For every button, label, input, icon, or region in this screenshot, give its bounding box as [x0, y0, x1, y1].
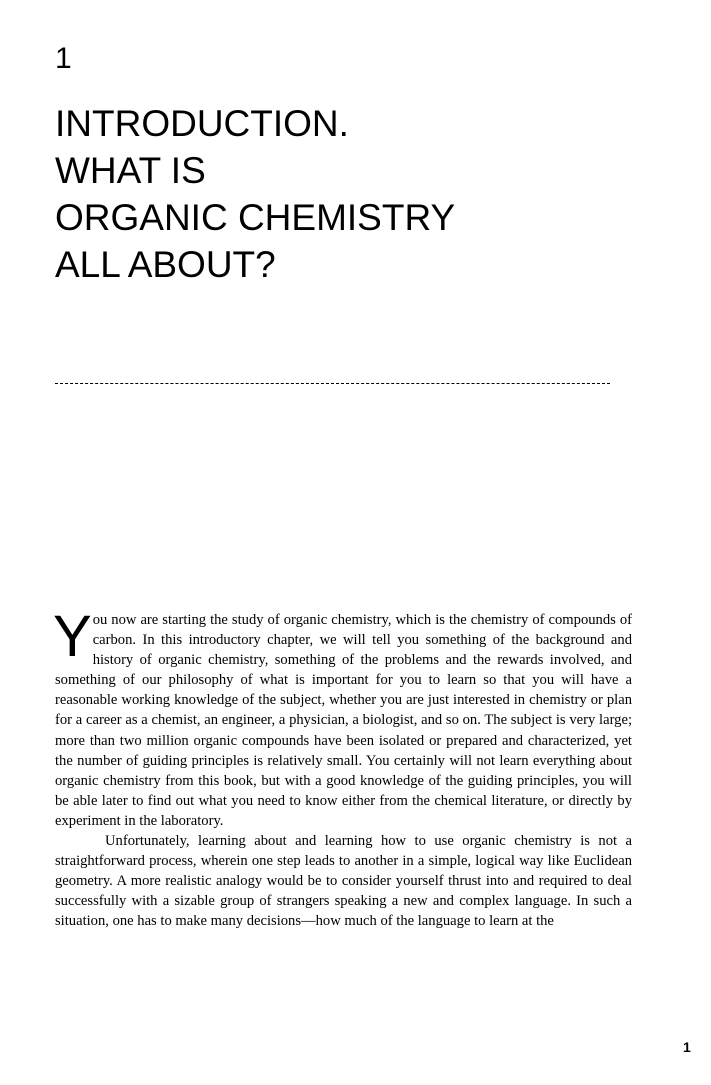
chapter-number: 1	[55, 42, 72, 75]
body-text	[53, 604, 632, 932]
paragraph-1	[53, 604, 632, 831]
chapter-title-line: INTRODUCTION.	[55, 103, 349, 144]
page-number: 1	[683, 1039, 691, 1055]
paragraph-2: Unfortunately, learning about and learning how to use organic chemistry is not a straightforward process, wherein one step leads to another in a simple, logical way like Euclidean geometry. A more realistic analogy would be to consider yourself thrust into and required to deal successfully with a sizable group of strangers speaking a new and complex language. In such a situation, one has to make many decisions—how much of the language to learn at the	[55, 833, 632, 930]
drop-cap: Y	[53, 604, 92, 669]
chapter-title	[55, 100, 455, 288]
chapter-title-line: WHAT IS	[55, 150, 206, 191]
paragraph-1-text: ou now are starting the study of organic chemistry, which is the chemistry of compounds of carbon. In this introductory chapter, we will tell you something of the background and history of organic chemistry, something of the problems and the rewards involved, and something of our philosophy of what is important for you to learn so that you will have a reasonable working knowledge of the subject, whether you are just interested in chemistry or plan for a career as a chemist, an engineer, a physician, a biologist, and so on. The subject is very large; more than two million organic compounds have been isolated or prepared and characterized, yet the number of guiding principles is relatively small. You certainly will not learn everything about organic chemistry from this book, but with a good knowledge of the guiding principles, you will be able later to find out what you need to know either from the chemical literature, or directly by experiment in the laboratory.	[55, 612, 632, 829]
chapter-title-line: ALL ABOUT?	[55, 244, 276, 285]
chapter-title-line: ORGANIC CHEMISTRY	[55, 197, 456, 238]
section-divider	[55, 383, 610, 384]
